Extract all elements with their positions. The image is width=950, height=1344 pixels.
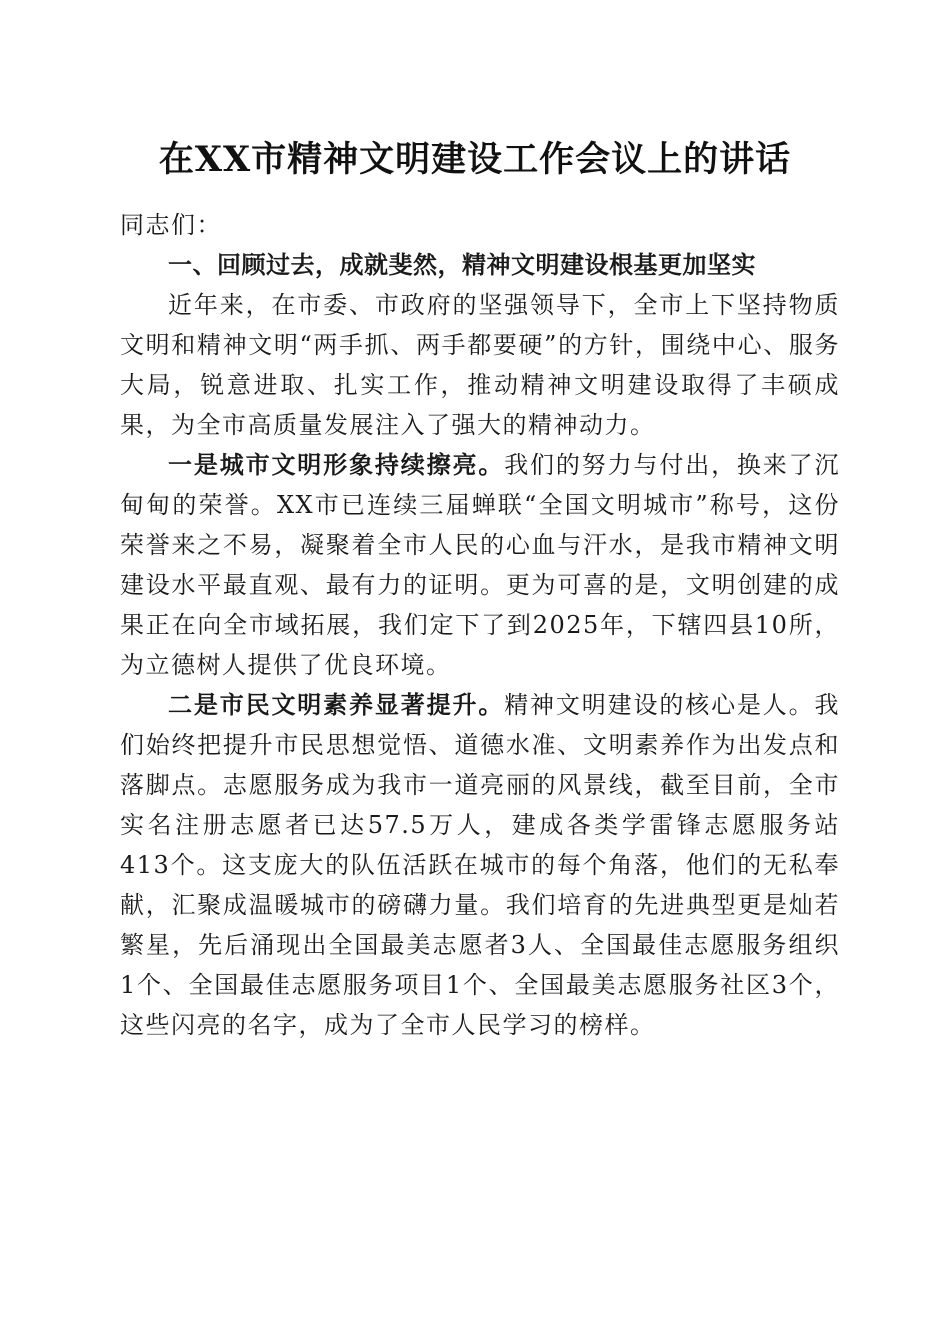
paragraph-text: 近年来，在市委、市政府的坚强领导下，全市上下坚持物质文明和精神文明“两手抓、两手都要硬”的方针，围绕中心、服务大局，锐意进取、扎实工作，推动精神文明建设取得了丰硕成果，为全市高质量发展注入了强大的精神动力。 xyxy=(120,291,840,439)
paragraph-citizen-quality xyxy=(120,685,840,1045)
paragraph-intro xyxy=(120,285,840,445)
salutation: 同志们： xyxy=(120,211,222,239)
document-body xyxy=(120,205,840,1045)
paragraph-text: 精神文明建设的核心是人。我们始终把提升市民思想觉悟、道德水准、文明素养作为出发点和落脚点。志愿服务成为我市一道亮丽的风景线，截至目前，全市实名注册志愿者已达57.5万人，建成各类学雷锋志愿服务站413个。这支庞大的队伍活跃在城市的每个角落，他们的无私奉献，汇聚成温暖城市的磅礴力量。我们培育的先进典型更是灿若繁星，先后涌现出全国最美志愿者3人、全国最佳志愿服务组织1个、全国最佳志愿服务项目1个、全国最美志愿服务社区3个，这些闪亮的名字，成为了全市人民学习的榜样。 xyxy=(120,691,841,1039)
document-title: 在XX市精神文明建设工作会议上的讲话 xyxy=(158,139,792,180)
paragraph-lead: 一是城市文明形象持续擦亮。 xyxy=(168,450,505,479)
paragraph-city-image xyxy=(120,445,840,685)
paragraph-text: 我们的努力与付出，换来了沉甸甸的荣誉。XX市已连续三届蝉联“全国文明城市”称号，这份荣誉来之不易，凝聚着全市人民的心血与汗水，是我市精神文明建设水平最直观、最有力的证明。更为可喜的是，文明创建的成果正在向全市域拓展，我们定下了到2025年，下辖四县10所，为立德树人提供了优良环境。 xyxy=(120,451,841,679)
paragraph-lead: 二是市民文明素养显著提升。 xyxy=(168,690,505,719)
section-heading-1: 一、回顾过去，成就斐然，精神文明建设根基更加坚实 xyxy=(168,251,756,279)
